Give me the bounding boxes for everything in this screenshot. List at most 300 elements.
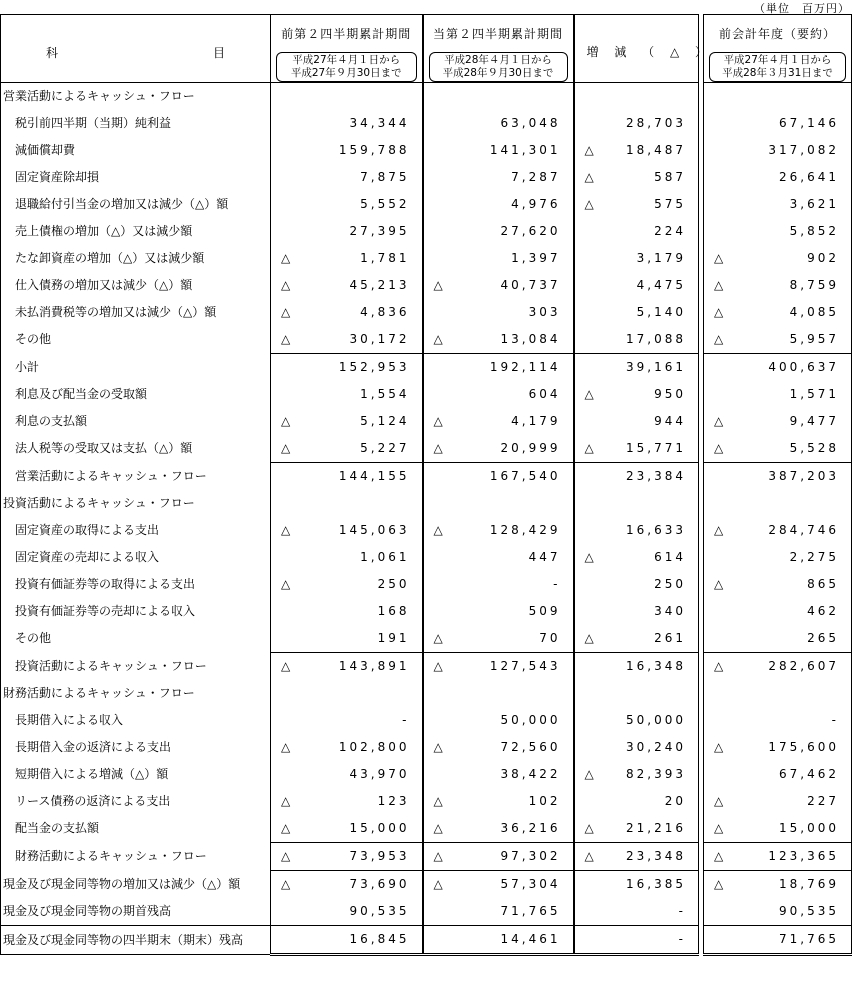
cell-diff [574,544,699,571]
cell-cur [423,326,574,354]
cell-prev [271,598,423,625]
cell-prev [271,381,423,408]
cell-value: 509 [528,604,561,618]
cell-diff [574,326,699,354]
cell-value: - [402,713,410,727]
row-label: 退職給付引当金の増加又は減少（△）額 [1,191,271,218]
cell-value: 128,429 [489,523,561,537]
cell-value: 1,571 [789,387,839,401]
unit-note: （単位 百万円） [754,2,850,15]
table-row [1,218,852,245]
row-label: 現金及び現金同等物の四半期末（期末）残高 [1,926,271,955]
negative-mark: △ [281,251,291,265]
cell-fy [704,83,852,111]
cell-cur [423,843,574,871]
header-cur-title: 当第２四半期累計期間 [432,27,563,41]
cell-value: - [831,713,839,727]
row-label: 長期借入金の返済による支出 [1,734,271,761]
cell-value: 4,179 [511,414,561,428]
cell-value: 1,061 [360,550,410,564]
cell-value: 123 [377,794,410,808]
negative-mark: △ [433,821,443,835]
cell-prev [271,326,423,354]
cell-prev [271,761,423,788]
row-label: 財務活動によるキャッシュ・フロー [1,680,271,707]
cell-value: 250 [377,577,410,591]
row-label: その他 [1,625,271,653]
negative-mark: △ [714,577,724,591]
cell-diff [574,898,699,926]
cell-diff [574,83,699,111]
row-label: 投資活動によるキャッシュ・フロー [1,490,271,517]
row-label: 仕入債務の増加又は減少（△）額 [1,272,271,299]
cell-value: 23,384 [626,469,686,483]
row-label: 営業活動によるキャッシュ・フロー [1,83,271,111]
table-row [1,625,852,653]
cell-fy [704,191,852,218]
table-row [1,435,852,463]
negative-mark: △ [714,877,724,891]
cell-fy [704,653,852,681]
cell-cur [423,83,574,111]
cell-prev [271,898,423,926]
cell-value: 462 [807,604,839,618]
cell-prev [271,926,423,955]
cell-value: 5,552 [360,197,410,211]
negative-mark: △ [584,550,594,564]
negative-mark: △ [714,278,724,292]
header-prev-period [276,52,417,82]
row-label: 小計 [1,354,271,382]
cell-cur [423,164,574,191]
cell-value: 123,365 [768,849,839,863]
cell-value: 20,999 [500,441,561,455]
table-row [1,788,852,815]
cell-fy [704,625,852,653]
cell-diff [574,299,699,326]
cell-prev [271,843,423,871]
cell-cur [423,734,574,761]
cell-cur [423,680,574,707]
cell-value: 15,000 [349,821,410,835]
cell-diff [574,871,699,899]
cell-diff [574,245,699,272]
cell-value: 73,690 [349,877,410,891]
header-fy-period-2: 平成28年３月31日まで [722,67,833,79]
cell-value: 30,240 [626,740,686,754]
cell-cur [423,435,574,463]
cell-value: 614 [654,550,686,564]
row-label: 固定資産の取得による支出 [1,517,271,544]
cell-value: 57,304 [500,877,561,891]
cell-cur [423,898,574,926]
table-row [1,408,852,435]
negative-mark: △ [714,441,724,455]
cell-prev [271,299,423,326]
negative-mark: △ [584,197,594,211]
header-prev-period-2: 平成27年９月30日まで [290,67,402,79]
row-label: 固定資産除却損 [1,164,271,191]
cell-value: 284,746 [768,523,839,537]
cell-cur [423,354,574,382]
cell-value: 102 [528,794,561,808]
cell-fy [704,544,852,571]
table-row [1,571,852,598]
negative-mark: △ [433,849,443,863]
negative-mark: △ [584,441,594,455]
section-row [1,680,852,707]
cell-value: 4,836 [360,305,410,319]
cell-value: 282,607 [768,659,839,673]
cell-value: 28,703 [626,116,686,130]
cell-diff [574,571,699,598]
negative-mark: △ [281,794,291,808]
cell-value: 141,301 [489,143,561,157]
table-row [1,761,852,788]
negative-mark: △ [281,849,291,863]
cell-diff [574,408,699,435]
table-row [1,843,852,871]
cell-value: 587 [654,170,686,184]
cell-cur [423,926,574,955]
cell-value: 5,140 [636,305,686,319]
cell-value: 175,600 [768,740,839,754]
cell-cur [423,191,574,218]
cell-cur [423,625,574,653]
negative-mark: △ [433,740,443,754]
header-cur-period [429,52,568,82]
cell-value: 40,737 [500,278,561,292]
cell-value: 67,146 [779,116,839,130]
cell-cur [423,299,574,326]
cell-fy [704,761,852,788]
cell-value: 27,395 [349,224,410,238]
row-label: 利息及び配当金の受取額 [1,381,271,408]
cell-cur [423,517,574,544]
cell-diff [574,680,699,707]
cell-diff [574,653,699,681]
table-row [1,191,852,218]
negative-mark: △ [281,414,291,428]
cell-value: 15,000 [779,821,839,835]
cell-value: - [678,904,686,918]
cell-value: 152,953 [338,360,410,374]
negative-mark: △ [584,821,594,835]
row-label: 短期借入による増減（△）額 [1,761,271,788]
header-label-left: 科 [46,46,59,60]
cell-value: 3,621 [789,197,839,211]
cell-diff [574,110,699,137]
cell-value: 944 [654,414,686,428]
cell-fy [704,299,852,326]
cell-fy [704,218,852,245]
negative-mark: △ [281,821,291,835]
header-fy-period-1: 平成27年４月１日から [723,54,832,66]
negative-mark: △ [584,767,594,781]
cell-value: 192,114 [489,360,561,374]
cell-value: 400,637 [768,360,839,374]
cell-value: 63,048 [500,116,561,130]
cell-value: 3,179 [636,251,686,265]
header-prev-period-1: 平成27年４月１日から [292,54,401,66]
cell-value: 604 [528,387,561,401]
cell-prev [271,815,423,843]
negative-mark: △ [281,305,291,319]
cell-cur [423,463,574,491]
cell-value: 227 [807,794,839,808]
negative-mark: △ [433,414,443,428]
table-row [1,653,852,681]
table-row [1,598,852,625]
cell-value: 15,771 [626,441,686,455]
negative-mark: △ [714,849,724,863]
header-label-cell [1,15,271,83]
cell-value: 5,852 [789,224,839,238]
cell-prev [271,625,423,653]
cell-cur [423,571,574,598]
cell-diff [574,815,699,843]
cell-prev [271,191,423,218]
header-cur [423,15,574,83]
cell-value: 73,953 [349,849,410,863]
cell-value: 90,535 [349,904,410,918]
row-label: 長期借入による収入 [1,707,271,734]
table-row [1,734,852,761]
table-row [1,245,852,272]
row-label: 投資活動によるキャッシュ・フロー [1,653,271,681]
header-diff-title: 増 減 （ △ ） [586,45,713,59]
cell-cur [423,788,574,815]
cell-value: 447 [528,550,561,564]
cell-cur [423,137,574,164]
cell-value: 902 [807,251,839,265]
cell-value: 865 [807,577,839,591]
cell-prev [271,83,423,111]
cell-diff [574,381,699,408]
cell-value: 38,422 [500,767,561,781]
negative-mark: △ [433,332,443,346]
row-label: 未払消費税等の増加又は減少（△）額 [1,299,271,326]
cell-cur [423,218,574,245]
cell-cur [423,408,574,435]
cell-value: 168 [377,604,410,618]
row-label: 利息の支払額 [1,408,271,435]
cell-diff [574,272,699,299]
total-row [1,926,852,955]
total-row [1,871,852,899]
header-diff [574,15,713,83]
row-label: たな卸資産の増加（△）又は減少額 [1,245,271,272]
header-row [1,15,852,83]
row-label: 現金及び現金同等物の期首残高 [1,898,271,926]
cell-fy [704,680,852,707]
row-label: その他 [1,326,271,354]
total-row [1,898,852,926]
negative-mark: △ [281,523,291,537]
cell-fy [704,354,852,382]
cell-value: 43,970 [349,767,410,781]
cell-prev [271,707,423,734]
cell-value: 16,633 [626,523,686,537]
negative-mark: △ [584,170,594,184]
negative-mark: △ [433,523,443,537]
cell-fy [704,137,852,164]
table-row [1,381,852,408]
cell-value: 4,085 [789,305,839,319]
row-label: 営業活動によるキャッシュ・フロー [1,463,271,491]
cell-prev [271,272,423,299]
negative-mark: △ [281,278,291,292]
cell-diff [574,734,699,761]
negative-mark: △ [281,740,291,754]
cell-value: 303 [528,305,561,319]
table-row [1,544,852,571]
cell-value: 191 [377,631,410,645]
cell-cur [423,653,574,681]
cell-value: - [553,577,561,591]
cell-cur [423,490,574,517]
cell-prev [271,517,423,544]
cell-value: 2,275 [789,550,839,564]
cell-cur [423,598,574,625]
cell-value: 5,124 [360,414,410,428]
cell-value: 34,344 [349,116,410,130]
cell-value: 317,082 [768,143,839,157]
cell-value: 16,845 [349,932,410,946]
cell-prev [271,218,423,245]
cell-value: 50,000 [500,713,561,727]
negative-mark: △ [714,821,724,835]
cell-value: 36,216 [500,821,561,835]
cell-value: 13,084 [500,332,561,346]
negative-mark: △ [281,441,291,455]
table-row [1,272,852,299]
header-label-right: 目 [212,46,225,60]
cell-cur [423,544,574,571]
negative-mark: △ [714,251,724,265]
cell-prev [271,871,423,899]
negative-mark: △ [281,877,291,891]
cell-fy [704,435,852,463]
cell-fy [704,326,852,354]
table-row [1,707,852,734]
header-fy-title: 前会計年度（要約） [718,27,836,41]
cell-value: 18,487 [626,143,686,157]
cell-fy [704,598,852,625]
negative-mark: △ [433,877,443,891]
cell-cur [423,272,574,299]
cell-value: 71,765 [500,904,561,918]
table-row [1,110,852,137]
negative-mark: △ [714,659,724,673]
cell-prev [271,544,423,571]
header-fy-period [709,52,846,82]
cell-diff [574,137,699,164]
table-row [1,299,852,326]
negative-mark: △ [433,441,443,455]
row-label: リース債務の返済による支出 [1,788,271,815]
row-label: 投資有価証券等の売却による収入 [1,598,271,625]
cell-value: 159,788 [338,143,410,157]
cell-value: 127,543 [489,659,561,673]
cell-value: 1,781 [360,251,410,265]
table-row [1,517,852,544]
cell-fy [704,164,852,191]
cell-fy [704,871,852,899]
cell-value: - [678,932,686,946]
cell-value: 5,528 [789,441,839,455]
cell-value: 144,155 [338,469,410,483]
row-label: 減価償却費 [1,137,271,164]
negative-mark: △ [433,794,443,808]
table-row [1,463,852,491]
cell-prev [271,110,423,137]
cell-diff [574,598,699,625]
cell-prev [271,435,423,463]
cell-value: 67,462 [779,767,839,781]
cell-value: 45,213 [349,278,410,292]
cell-cur [423,381,574,408]
header-prev-title: 前第２四半期累計期間 [281,27,412,41]
cell-value: 16,348 [626,659,686,673]
cell-value: 5,957 [789,332,839,346]
negative-mark: △ [714,332,724,346]
table-row [1,164,852,191]
header-fy [704,15,852,83]
cell-value: 90,535 [779,904,839,918]
cell-diff [574,191,699,218]
cell-diff [574,625,699,653]
cell-fy [704,272,852,299]
cell-prev [271,245,423,272]
cell-value: 7,287 [511,170,561,184]
negative-mark: △ [714,414,724,428]
row-label: 配当金の支払額 [1,815,271,843]
cell-prev [271,571,423,598]
negative-mark: △ [584,849,594,863]
cell-value: 340 [654,604,686,618]
cell-value: 82,393 [626,767,686,781]
cell-fy [704,490,852,517]
cell-value: 1,554 [360,387,410,401]
cell-fy [704,381,852,408]
cell-diff [574,218,699,245]
row-label: 税引前四半期（当期）純利益 [1,110,271,137]
cell-value: 17,088 [626,332,686,346]
cell-value: 8,759 [789,278,839,292]
cell-fy [704,408,852,435]
cell-value: 97,302 [500,849,561,863]
cell-diff [574,843,699,871]
cell-prev [271,354,423,382]
cell-value: 21,216 [626,821,686,835]
cell-value: 7,875 [360,170,410,184]
cell-diff [574,354,699,382]
cell-value: 387,203 [768,469,839,483]
negative-mark: △ [714,740,724,754]
cell-fy [704,926,852,955]
cell-diff [574,164,699,191]
cell-value: 5,227 [360,441,410,455]
cell-value: 102,800 [338,740,410,754]
row-label: 法人税等の受取又は支払（△）額 [1,435,271,463]
cell-value: 27,620 [500,224,561,238]
table-row [1,815,852,843]
cell-fy [704,734,852,761]
cell-value: 14,461 [500,932,561,946]
cell-diff [574,490,699,517]
negative-mark: △ [433,659,443,673]
